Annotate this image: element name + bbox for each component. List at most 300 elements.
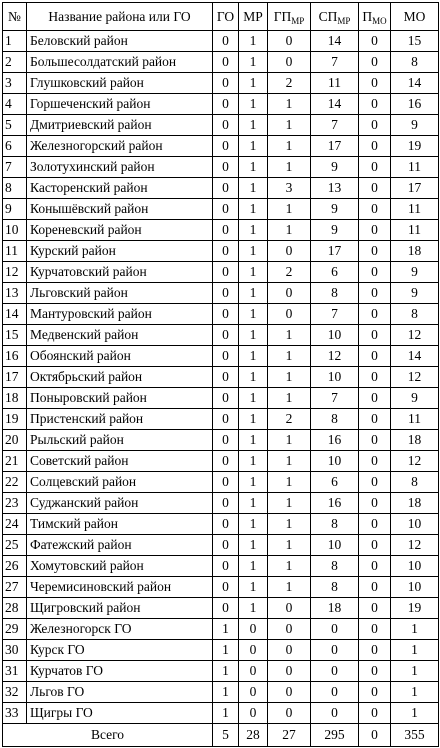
district-name: Советский район xyxy=(27,451,213,472)
table-row xyxy=(3,136,439,157)
cell-mo: 11 xyxy=(391,199,439,220)
cell-go: 0 xyxy=(213,115,239,136)
table-row xyxy=(3,346,439,367)
cell-sp: 10 xyxy=(311,535,359,556)
cell-mr: 1 xyxy=(239,304,268,325)
cell-sp: 8 xyxy=(311,556,359,577)
total-mo: 355 xyxy=(391,724,439,747)
cell-mo: 12 xyxy=(391,367,439,388)
table-row xyxy=(3,556,439,577)
cell-mr: 1 xyxy=(239,367,268,388)
row-number: 20 xyxy=(3,430,27,451)
cell-mr: 1 xyxy=(239,409,268,430)
district-name: Фатежский район xyxy=(27,535,213,556)
row-number: 24 xyxy=(3,514,27,535)
district-name: Льгов ГО xyxy=(27,682,213,703)
row-number: 30 xyxy=(3,640,27,661)
table-row xyxy=(3,388,439,409)
cell-p: 0 xyxy=(359,115,391,136)
cell-sp: 18 xyxy=(311,598,359,619)
row-number: 26 xyxy=(3,556,27,577)
cell-gp: 0 xyxy=(268,619,311,640)
cell-sp: 9 xyxy=(311,220,359,241)
district-name: Курчатовский район xyxy=(27,262,213,283)
cell-mr: 1 xyxy=(239,94,268,115)
cell-mo: 9 xyxy=(391,388,439,409)
header-sp: $СП_{МР}$ xyxy=(311,3,359,31)
cell-p: 0 xyxy=(359,325,391,346)
cell-mo: 11 xyxy=(391,409,439,430)
cell-gp: 0 xyxy=(268,640,311,661)
cell-mo: 18 xyxy=(391,241,439,262)
district-name: Щигровский район xyxy=(27,598,213,619)
cell-gp: 1 xyxy=(268,115,311,136)
cell-go: 0 xyxy=(213,388,239,409)
table-row xyxy=(3,199,439,220)
row-number: 14 xyxy=(3,304,27,325)
cell-mr: 1 xyxy=(239,199,268,220)
table-row xyxy=(3,430,439,451)
cell-sp: 8 xyxy=(311,283,359,304)
table-row xyxy=(3,115,439,136)
cell-go: 0 xyxy=(213,157,239,178)
cell-gp: 2 xyxy=(268,262,311,283)
district-name: Железногорский район xyxy=(27,136,213,157)
cell-mr: 1 xyxy=(239,598,268,619)
row-number: 25 xyxy=(3,535,27,556)
table-row xyxy=(3,514,439,535)
cell-gp: 1 xyxy=(268,451,311,472)
district-name: Рыльский район xyxy=(27,430,213,451)
cell-go: 0 xyxy=(213,346,239,367)
cell-go: 0 xyxy=(213,535,239,556)
district-name: Поныровский район xyxy=(27,388,213,409)
row-number: 29 xyxy=(3,619,27,640)
district-name: Конышёвский район xyxy=(27,199,213,220)
table-header xyxy=(3,3,439,31)
table-row xyxy=(3,262,439,283)
cell-mo: 1 xyxy=(391,661,439,682)
cell-go: 0 xyxy=(213,409,239,430)
cell-go: 1 xyxy=(213,619,239,640)
row-number: 22 xyxy=(3,472,27,493)
cell-p: 0 xyxy=(359,430,391,451)
cell-p: 0 xyxy=(359,262,391,283)
total-gp: 27 xyxy=(268,724,311,747)
table-row xyxy=(3,178,439,199)
cell-sp: 10 xyxy=(311,367,359,388)
cell-mr: 0 xyxy=(239,703,268,724)
table-row xyxy=(3,682,439,703)
row-number: 7 xyxy=(3,157,27,178)
cell-mo: 9 xyxy=(391,115,439,136)
district-name: Беловский район xyxy=(27,31,213,52)
cell-go: 0 xyxy=(213,304,239,325)
cell-sp: 0 xyxy=(311,640,359,661)
table-row xyxy=(3,577,439,598)
row-number: 32 xyxy=(3,682,27,703)
cell-p: 0 xyxy=(359,136,391,157)
cell-gp: 0 xyxy=(268,304,311,325)
row-number: 19 xyxy=(3,409,27,430)
cell-mo: 18 xyxy=(391,430,439,451)
district-name: Мантуровский район xyxy=(27,304,213,325)
header-go: ГО xyxy=(213,3,239,31)
cell-p: 0 xyxy=(359,199,391,220)
cell-mr: 1 xyxy=(239,283,268,304)
row-number: 17 xyxy=(3,367,27,388)
cell-sp: 13 xyxy=(311,178,359,199)
cell-go: 0 xyxy=(213,493,239,514)
cell-gp: 1 xyxy=(268,514,311,535)
cell-p: 0 xyxy=(359,556,391,577)
cell-mo: 12 xyxy=(391,535,439,556)
cell-go: 0 xyxy=(213,73,239,94)
cell-gp: 3 xyxy=(268,178,311,199)
cell-gp: 1 xyxy=(268,199,311,220)
cell-mo: 10 xyxy=(391,577,439,598)
municipalities-table xyxy=(2,2,439,747)
cell-go: 1 xyxy=(213,703,239,724)
district-name: Медвенский район xyxy=(27,325,213,346)
cell-sp: 11 xyxy=(311,73,359,94)
cell-go: 0 xyxy=(213,52,239,73)
cell-p: 0 xyxy=(359,388,391,409)
cell-gp: 0 xyxy=(268,682,311,703)
cell-p: 0 xyxy=(359,577,391,598)
cell-gp: 1 xyxy=(268,535,311,556)
cell-mr: 1 xyxy=(239,73,268,94)
cell-go: 0 xyxy=(213,451,239,472)
cell-sp: 14 xyxy=(311,94,359,115)
cell-sp: 14 xyxy=(311,31,359,52)
cell-p: 0 xyxy=(359,640,391,661)
cell-p: 0 xyxy=(359,304,391,325)
cell-p: 0 xyxy=(359,619,391,640)
cell-go: 1 xyxy=(213,682,239,703)
cell-sp: 8 xyxy=(311,409,359,430)
cell-mr: 1 xyxy=(239,241,268,262)
cell-mo: 10 xyxy=(391,556,439,577)
cell-gp: 0 xyxy=(268,283,311,304)
total-go: 5 xyxy=(213,724,239,747)
cell-go: 0 xyxy=(213,241,239,262)
row-number: 23 xyxy=(3,493,27,514)
cell-mr: 1 xyxy=(239,577,268,598)
cell-p: 0 xyxy=(359,409,391,430)
cell-mr: 1 xyxy=(239,136,268,157)
cell-gp: 2 xyxy=(268,409,311,430)
cell-mr: 1 xyxy=(239,262,268,283)
cell-gp: 2 xyxy=(268,73,311,94)
district-name: Кореневский район xyxy=(27,220,213,241)
table-row xyxy=(3,304,439,325)
table-row xyxy=(3,283,439,304)
cell-gp: 1 xyxy=(268,493,311,514)
cell-go: 0 xyxy=(213,577,239,598)
district-name: Курчатов ГО xyxy=(27,661,213,682)
cell-go: 0 xyxy=(213,199,239,220)
table-row xyxy=(3,598,439,619)
cell-go: 0 xyxy=(213,31,239,52)
cell-mr: 0 xyxy=(239,661,268,682)
table-row xyxy=(3,409,439,430)
table-row xyxy=(3,451,439,472)
cell-mo: 18 xyxy=(391,493,439,514)
cell-mo: 1 xyxy=(391,640,439,661)
cell-p: 0 xyxy=(359,346,391,367)
row-number: 33 xyxy=(3,703,27,724)
cell-go: 0 xyxy=(213,598,239,619)
cell-mo: 17 xyxy=(391,178,439,199)
table-row xyxy=(3,640,439,661)
cell-mr: 1 xyxy=(239,157,268,178)
row-number: 11 xyxy=(3,241,27,262)
cell-mo: 1 xyxy=(391,703,439,724)
cell-go: 0 xyxy=(213,283,239,304)
table-body xyxy=(3,31,439,724)
cell-gp: 0 xyxy=(268,661,311,682)
cell-sp: 6 xyxy=(311,472,359,493)
total-label: Всего xyxy=(3,724,213,747)
row-number: 5 xyxy=(3,115,27,136)
table-row xyxy=(3,220,439,241)
cell-go: 0 xyxy=(213,262,239,283)
table-row xyxy=(3,94,439,115)
cell-mr: 0 xyxy=(239,640,268,661)
cell-sp: 7 xyxy=(311,388,359,409)
district-name: Льговский район xyxy=(27,283,213,304)
cell-sp: 0 xyxy=(311,661,359,682)
row-number: 31 xyxy=(3,661,27,682)
cell-mo: 12 xyxy=(391,325,439,346)
table-row xyxy=(3,619,439,640)
cell-gp: 1 xyxy=(268,430,311,451)
header-mo: МО xyxy=(391,3,439,31)
cell-mo: 8 xyxy=(391,52,439,73)
cell-go: 0 xyxy=(213,514,239,535)
district-name: Курск ГО xyxy=(27,640,213,661)
cell-gp: 1 xyxy=(268,556,311,577)
cell-gp: 0 xyxy=(268,598,311,619)
table-row xyxy=(3,31,439,52)
cell-sp: 6 xyxy=(311,262,359,283)
total-mr: 28 xyxy=(239,724,268,747)
cell-gp: 1 xyxy=(268,220,311,241)
table-row xyxy=(3,157,439,178)
cell-mr: 1 xyxy=(239,514,268,535)
cell-p: 0 xyxy=(359,493,391,514)
table-row xyxy=(3,535,439,556)
cell-gp: 1 xyxy=(268,472,311,493)
row-number: 12 xyxy=(3,262,27,283)
cell-gp: 0 xyxy=(268,241,311,262)
table-row xyxy=(3,493,439,514)
cell-gp: 0 xyxy=(268,31,311,52)
total-sp: 295 xyxy=(311,724,359,747)
cell-sp: 7 xyxy=(311,304,359,325)
district-name: Глушковский район xyxy=(27,73,213,94)
row-number: 27 xyxy=(3,577,27,598)
header-number: № xyxy=(3,3,27,31)
cell-sp: 16 xyxy=(311,430,359,451)
table-row xyxy=(3,73,439,94)
cell-p: 0 xyxy=(359,472,391,493)
cell-mr: 1 xyxy=(239,220,268,241)
cell-sp: 8 xyxy=(311,577,359,598)
cell-mo: 8 xyxy=(391,472,439,493)
district-name: Пристенский район xyxy=(27,409,213,430)
cell-sp: 7 xyxy=(311,115,359,136)
cell-go: 0 xyxy=(213,556,239,577)
cell-sp: 0 xyxy=(311,682,359,703)
district-name: Октябрьский район xyxy=(27,367,213,388)
district-name: Тимский район xyxy=(27,514,213,535)
cell-p: 0 xyxy=(359,367,391,388)
cell-mr: 1 xyxy=(239,52,268,73)
header-name: Название района или ГО xyxy=(27,3,213,31)
cell-go: 1 xyxy=(213,640,239,661)
district-name: Дмитриевский район xyxy=(27,115,213,136)
cell-mo: 19 xyxy=(391,598,439,619)
cell-mr: 0 xyxy=(239,619,268,640)
header-p: $П_{МО}$ xyxy=(359,3,391,31)
cell-gp: 0 xyxy=(268,52,311,73)
cell-p: 0 xyxy=(359,52,391,73)
cell-p: 0 xyxy=(359,514,391,535)
cell-mr: 1 xyxy=(239,388,268,409)
total-row xyxy=(3,724,439,747)
cell-gp: 0 xyxy=(268,703,311,724)
cell-mr: 1 xyxy=(239,430,268,451)
row-number: 15 xyxy=(3,325,27,346)
district-name: Щигры ГО xyxy=(27,703,213,724)
cell-gp: 1 xyxy=(268,325,311,346)
table-footer xyxy=(3,724,439,747)
district-name: Черемисиновский район xyxy=(27,577,213,598)
cell-mr: 1 xyxy=(239,535,268,556)
cell-p: 0 xyxy=(359,451,391,472)
cell-mr: 1 xyxy=(239,346,268,367)
cell-sp: 16 xyxy=(311,493,359,514)
cell-mr: 1 xyxy=(239,31,268,52)
row-number: 18 xyxy=(3,388,27,409)
cell-mo: 10 xyxy=(391,514,439,535)
header-mr: МР xyxy=(239,3,268,31)
cell-go: 0 xyxy=(213,430,239,451)
district-name: Горшеченский район xyxy=(27,94,213,115)
cell-go: 0 xyxy=(213,367,239,388)
row-number: 2 xyxy=(3,52,27,73)
row-number: 3 xyxy=(3,73,27,94)
row-number: 1 xyxy=(3,31,27,52)
header-gp: $ГП_{МР}$ xyxy=(268,3,311,31)
row-number: 10 xyxy=(3,220,27,241)
cell-gp: 1 xyxy=(268,346,311,367)
cell-mr: 1 xyxy=(239,472,268,493)
cell-p: 0 xyxy=(359,157,391,178)
total-p: 0 xyxy=(359,724,391,747)
district-name: Обоянский район xyxy=(27,346,213,367)
table-row xyxy=(3,661,439,682)
cell-gp: 1 xyxy=(268,136,311,157)
district-name: Курский район xyxy=(27,241,213,262)
cell-p: 0 xyxy=(359,283,391,304)
table-row xyxy=(3,325,439,346)
cell-p: 0 xyxy=(359,178,391,199)
cell-go: 1 xyxy=(213,661,239,682)
cell-go: 0 xyxy=(213,136,239,157)
cell-p: 0 xyxy=(359,220,391,241)
district-name: Солцевский район xyxy=(27,472,213,493)
district-name: Суджанский район xyxy=(27,493,213,514)
cell-mo: 1 xyxy=(391,682,439,703)
cell-sp: 12 xyxy=(311,346,359,367)
cell-sp: 9 xyxy=(311,199,359,220)
cell-go: 0 xyxy=(213,178,239,199)
cell-mr: 1 xyxy=(239,115,268,136)
district-name: Золотухинский район xyxy=(27,157,213,178)
cell-p: 0 xyxy=(359,682,391,703)
cell-p: 0 xyxy=(359,94,391,115)
table-row xyxy=(3,241,439,262)
district-name: Железногорск ГО xyxy=(27,619,213,640)
cell-mr: 1 xyxy=(239,451,268,472)
row-number: 8 xyxy=(3,178,27,199)
table-row xyxy=(3,472,439,493)
cell-mo: 14 xyxy=(391,346,439,367)
district-name: Касторенский район xyxy=(27,178,213,199)
row-number: 6 xyxy=(3,136,27,157)
cell-mr: 1 xyxy=(239,493,268,514)
cell-mo: 11 xyxy=(391,220,439,241)
cell-gp: 1 xyxy=(268,388,311,409)
table-row xyxy=(3,52,439,73)
cell-mo: 8 xyxy=(391,304,439,325)
cell-gp: 1 xyxy=(268,94,311,115)
cell-sp: 0 xyxy=(311,619,359,640)
district-name: Большесолдатский район xyxy=(27,52,213,73)
cell-sp: 10 xyxy=(311,451,359,472)
row-number: 9 xyxy=(3,199,27,220)
cell-mo: 11 xyxy=(391,157,439,178)
cell-mr: 1 xyxy=(239,556,268,577)
cell-go: 0 xyxy=(213,325,239,346)
cell-sp: 8 xyxy=(311,514,359,535)
table-row xyxy=(3,367,439,388)
row-number: 13 xyxy=(3,283,27,304)
cell-p: 0 xyxy=(359,31,391,52)
cell-go: 0 xyxy=(213,220,239,241)
cell-p: 0 xyxy=(359,703,391,724)
cell-mr: 1 xyxy=(239,178,268,199)
cell-mo: 19 xyxy=(391,136,439,157)
row-number: 4 xyxy=(3,94,27,115)
cell-mo: 15 xyxy=(391,31,439,52)
row-number: 28 xyxy=(3,598,27,619)
row-number: 21 xyxy=(3,451,27,472)
cell-sp: 7 xyxy=(311,52,359,73)
cell-sp: 0 xyxy=(311,703,359,724)
cell-mo: 9 xyxy=(391,283,439,304)
cell-mo: 1 xyxy=(391,619,439,640)
cell-go: 0 xyxy=(213,94,239,115)
cell-gp: 1 xyxy=(268,577,311,598)
cell-mo: 14 xyxy=(391,73,439,94)
cell-mr: 1 xyxy=(239,325,268,346)
cell-p: 0 xyxy=(359,535,391,556)
cell-gp: 1 xyxy=(268,367,311,388)
